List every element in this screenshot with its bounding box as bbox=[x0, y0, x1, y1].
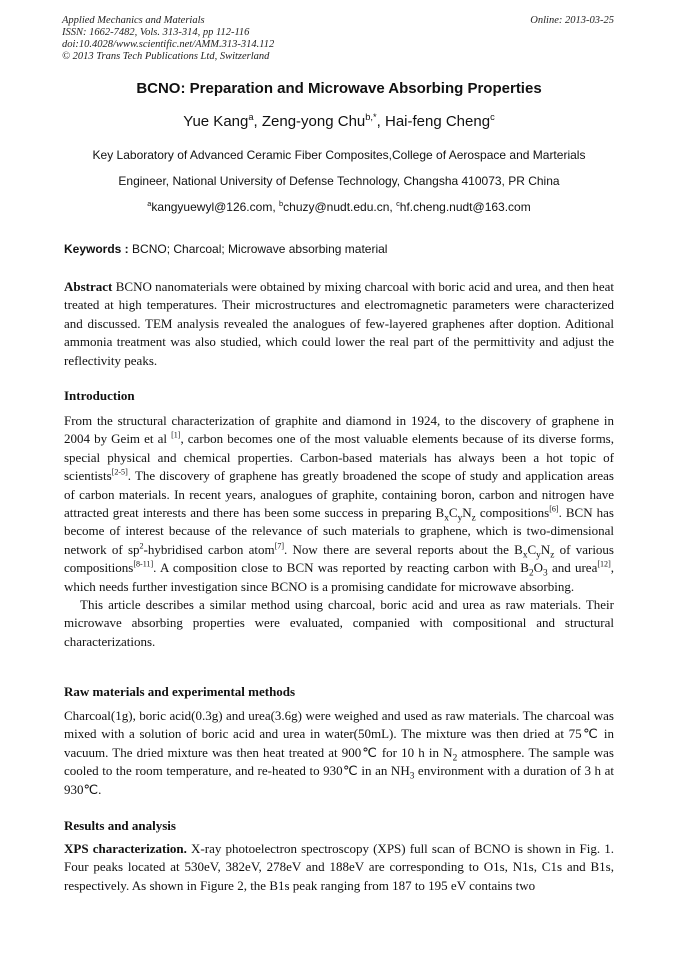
email-address[interactable]: kangyuewyl@126.com bbox=[151, 200, 273, 214]
author-list bbox=[0, 113, 678, 130]
email-mark: c bbox=[396, 199, 400, 208]
results-body bbox=[64, 840, 614, 895]
results-heading: Results and analysis bbox=[64, 818, 176, 833]
online-date: Online: 2013-03-25 bbox=[530, 15, 614, 26]
keywords bbox=[64, 242, 387, 256]
author-mark: c bbox=[490, 112, 495, 122]
subscript: 3 bbox=[409, 771, 415, 782]
author-name: Yue Kang bbox=[183, 113, 249, 130]
text-run: . Now there are several reports about the B bbox=[284, 541, 523, 557]
email-list bbox=[0, 200, 678, 214]
subscript: x bbox=[444, 513, 449, 524]
text-run: O bbox=[533, 560, 543, 576]
copyright-line: © 2013 Trans Tech Publications Ltd, Switzerland bbox=[62, 51, 270, 62]
text-run: compositions bbox=[475, 505, 550, 521]
keywords-text: BCNO; Charcoal; Microwave absorbing material bbox=[128, 242, 388, 256]
subscript: 2 bbox=[452, 753, 458, 764]
affiliation-line-1: Key Laboratory of Advanced Ceramic Fiber Composites,College of Aerospace and Marterials bbox=[92, 148, 586, 162]
text-run: of various compositions bbox=[64, 541, 614, 576]
results-text: X-ray photoelectron spectroscopy (XPS) full scan of BCNO is shown in Fig. 1. Four peaks located at 530eV, 382eV, 278eV and 188eV are corresponding to O1s, N1s, C1s and B1s, respectively. As shown in Figure 2, the B1s peak ranging from 187 to 195 eV contains two bbox=[64, 841, 614, 893]
author-mark: b,* bbox=[365, 112, 377, 122]
text-run: N bbox=[462, 505, 472, 521]
paper-title: BCNO: Preparation and Microwave Absorbing Properties bbox=[136, 80, 542, 97]
subscript: x bbox=[522, 550, 528, 561]
citation[interactable]: [12] bbox=[597, 559, 611, 569]
author-mark: a bbox=[248, 112, 254, 122]
affiliation-line-2: Engineer, National University of Defense Technology, Changsha 410073, PR China bbox=[118, 174, 560, 188]
citation[interactable]: [1] bbox=[171, 431, 181, 441]
text-run: N bbox=[540, 541, 551, 557]
citation[interactable]: [8-11] bbox=[133, 559, 154, 569]
citation[interactable]: [7] bbox=[274, 541, 285, 551]
subscript: 3 bbox=[543, 568, 548, 579]
email-mark: b bbox=[279, 199, 284, 208]
text-run: . A composition close to BCN was reported by reacting carbon with B bbox=[153, 560, 529, 576]
journal-name: Applied Mechanics and Materials bbox=[62, 15, 205, 26]
raw-materials-body bbox=[64, 707, 614, 799]
text-run: -hybridised carbon atom bbox=[143, 541, 275, 557]
introduction-heading: Introduction bbox=[64, 388, 135, 403]
email-address[interactable]: chuzy@nudt.edu.cn bbox=[283, 200, 390, 214]
email-sep: , bbox=[389, 200, 397, 214]
text-run: C bbox=[527, 541, 537, 557]
intro-paragraph-2: This article describes a similar method using charcoal, boric acid and urea as raw materials. Their microwave absorbing properties were evaluated, companied with compositional and structural characterizations. bbox=[64, 597, 614, 649]
email-mark: a bbox=[147, 199, 152, 208]
text-run: , carbon becomes one of the most valuable elements because of its diverse forms, special physical and chemical properties. Carbon-based materials has always been a hot topic of scientists bbox=[64, 431, 614, 484]
text-run: . BCN has become of interest because of the relevance of such materials to graphene, which is two-dimensional network of sp bbox=[64, 505, 614, 557]
keywords-label: Keywords : bbox=[64, 242, 129, 256]
author-name: Hai-feng Cheng bbox=[384, 113, 491, 130]
email-address[interactable]: hf.cheng.nudt@163.com bbox=[399, 200, 531, 214]
author-sep: , bbox=[376, 113, 385, 130]
text-run: , which needs further investigation since BCNO is a promising candidate for microwave absorbing. bbox=[64, 560, 615, 594]
text-run: . The discovery of graphene has greatly broadened the scope of study and application areas of carbon materials. In recent years, analogues of graphite, containing boron, carbon and nitrogen have attracted great interests and there has been some success in preparing B bbox=[64, 468, 614, 521]
abstract bbox=[64, 278, 614, 370]
abstract-label: Abstract bbox=[64, 279, 113, 294]
subscript: y bbox=[536, 550, 541, 561]
issn-line: ISSN: 1662-7482, Vols. 313-314, pp 112-116 bbox=[62, 27, 250, 38]
intro-paragraph-1 bbox=[64, 413, 614, 594]
text-run: From the structural characterization of graphite and diamond in 1924, to the discovery of graphene in 2004 by Geim et al bbox=[64, 413, 614, 447]
superscript: 2 bbox=[139, 541, 144, 551]
author-sep: , bbox=[253, 113, 262, 130]
subscript: 2 bbox=[528, 568, 534, 579]
subscript: z bbox=[550, 550, 555, 561]
citation[interactable]: [6] bbox=[549, 504, 559, 514]
citation[interactable]: [2-5] bbox=[111, 467, 128, 477]
doi-line[interactable] bbox=[62, 39, 614, 50]
subscript: z bbox=[471, 513, 476, 524]
subscript: y bbox=[457, 513, 463, 524]
text-run: C bbox=[448, 505, 458, 521]
text-run: and urea bbox=[547, 560, 598, 576]
author-name: Zeng-yong Chu bbox=[261, 113, 366, 130]
raw-materials-heading: Raw materials and experimental methods bbox=[64, 684, 296, 699]
text-run: Charcoal(1g), boric acid(0.3g) and urea(3.6g) were weighed and used as raw materials. The charcoal was mixed with a solution of boric acid and urea in water(50mL). The mixture was then dried at 75℃ in vacuum. The dried mixture was then heat treated at 900℃ for 10 h in N bbox=[64, 708, 614, 760]
abstract-text: BCNO nanomaterials were obtained by mixing charcoal with boric acid and urea, and then heat treated at high temperatures. Their microstructures and electromagnetic parameters were characterized and discussed. TEM analysis revealed the analogues of few-layered graphenes after doption. Aditional ammonia treatment was also studied, which could lower the real part of the permittivity and adjust the reflectivity peaks. bbox=[64, 279, 614, 368]
xps-label: XPS characterization. bbox=[64, 841, 187, 856]
text-run: atmosphere. The sample was cooled to the room temperature, and re-heated to 930℃ in an NH bbox=[64, 744, 614, 779]
email-sep: , bbox=[272, 200, 279, 214]
introduction-body bbox=[64, 412, 614, 651]
doi-link[interactable]: doi:10.4028/www.scientific.net/AMM.313-314.112 bbox=[62, 39, 275, 50]
text-run: environment with a duration of 3 h at 930℃. bbox=[64, 763, 614, 797]
